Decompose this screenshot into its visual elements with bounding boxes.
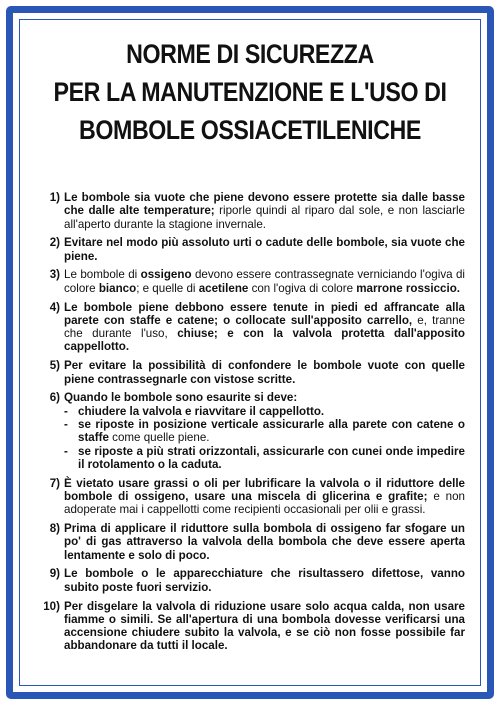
- rule-subitem: [64, 405, 465, 418]
- rule-text: [64, 359, 465, 386]
- rule-text-segment: Per disgelare la valvola di riduzione usare solo acqua calda, non usare fiamme o simili. Se all'apertura di una bombola dovesse verificarsi una accensione chiudere subito la valvola, e se ciò non fosse possibile far abbandonare da tutti il locale.: [64, 599, 465, 653]
- rule-item: [38, 359, 465, 386]
- rule-text: [64, 236, 465, 263]
- rule-text-segment: se riposte a più strati orizzontali, assicurarle con cunei onde impedire il rotolamento o la caduta.: [78, 444, 465, 471]
- sign-title: [46, 35, 454, 149]
- rule-text: [64, 477, 465, 517]
- rule-number: 7): [49, 476, 60, 490]
- rule-item: [38, 477, 465, 517]
- rule-text-segment: ossigeno: [140, 268, 192, 282]
- rule-text-segment: Le bombole piene debbono essere tenute in piedi ed affrancate alla parete con staffe e catene; o collocate sull'apposito carrello,: [64, 300, 465, 327]
- rule-text-segment: Prima di applicare il riduttore sulla bombola di ossigeno far sfogare un po' di gas attraverso la valvola della bombola che deve essere aperta lentamente e solo di poco.: [64, 522, 465, 562]
- rule-text-segment: Evitare nel modo più assoluto urti o cadute delle bombole, sia vuote che piene.: [64, 236, 465, 263]
- rule-text-segment: marrone rossiccio.: [356, 281, 460, 295]
- rule-text: [64, 567, 465, 594]
- rule-item: [38, 567, 465, 594]
- rule-text-segment: Quando le bombole sono esaurite si deve:: [64, 391, 298, 405]
- rule-text-segment: e non adoperate mai i cappellotti come recipienti occasionali per olii e grassi.: [64, 489, 466, 517]
- title-line-3: BOMBOLE OSSIACETILENICHE: [79, 115, 421, 145]
- rule-text-segment: Le bombole sia vuote che piene devono essere protette sia dalle basse che dalle alte temperature;: [64, 191, 465, 218]
- rule-text: [64, 600, 465, 653]
- rule-item: [38, 391, 465, 471]
- rule-subitem: [64, 445, 465, 472]
- rule-number: 3): [49, 268, 60, 282]
- rule-text-segment: chiudere la valvola e riavvitare il cappellotto.: [78, 404, 325, 418]
- rule-text-segment: bianco: [98, 281, 137, 295]
- rule-text: [64, 191, 465, 231]
- rule-subitem: [64, 418, 465, 445]
- rule-text: [64, 522, 465, 562]
- rules-list: [38, 191, 465, 658]
- rule-number: 10): [43, 599, 60, 613]
- rule-item: [38, 522, 465, 562]
- dash-bullet: -: [64, 417, 68, 431]
- rule-text-segment: come quelle piene.: [108, 431, 210, 445]
- rule-text-segment: Le bombole o le apparecchiature che risultassero difettose, vanno subito poste fuori servizio.: [64, 567, 465, 594]
- rule-text-segment: acetilene: [198, 281, 249, 295]
- rule-number: 9): [49, 567, 60, 581]
- rule-item: [38, 268, 465, 295]
- rule-item: [38, 236, 465, 263]
- rule-number: 4): [49, 300, 60, 314]
- rule-text-segment: Per evitare la possibilità di confondere le bombole vuote con quelle piene contrassegnarle con vistose scritte.: [64, 359, 465, 386]
- rule-text-segment: e, tranne che durante l'uso,: [64, 313, 465, 341]
- rule-text-segment: È vietato usare grassi o oli per lubrificare la valvola o il riduttore delle bombole di ossigeno, usare una miscela di glicerina e grafite;: [64, 476, 465, 503]
- rule-text-segment: chiuse; e con la valvola protetta dall'apposito cappellotto.: [64, 327, 465, 354]
- rule-number: 6): [49, 391, 60, 405]
- rule-item: [38, 301, 465, 354]
- rule-text-segment: con l'ogiva di colore: [248, 281, 357, 295]
- rule-text-segment: riporle quindi al riparo dal sole, e non lasciarle all'aperto durante la stagione invernale.: [64, 204, 465, 231]
- rule-text-segment: Le bombole di: [64, 268, 141, 282]
- rule-text-segment: ; e quelle di: [136, 281, 199, 295]
- rule-number: 1): [49, 191, 60, 204]
- dash-bullet: -: [64, 444, 68, 458]
- title-line-1: NORME DI SICUREZZA: [126, 39, 374, 69]
- rule-number: 5): [49, 359, 60, 373]
- rule-text-segment: devono essere contrassegnate verniciando l'ogiva di colore: [64, 268, 466, 295]
- title-line-2: PER LA MANUTENZIONE E L'USO DI: [53, 77, 447, 107]
- safety-sign: [6, 6, 494, 699]
- rule-number: 8): [49, 522, 60, 536]
- rule-text-segment: se riposte in posizione verticale assicurarle alla parete con catene o staffe: [78, 417, 465, 445]
- dash-bullet: -: [64, 404, 68, 418]
- rule-item: [38, 191, 465, 231]
- rule-item: [38, 600, 465, 653]
- rule-text: [64, 268, 465, 295]
- rule-text: [64, 391, 465, 404]
- rule-number: 2): [49, 236, 60, 250]
- rule-text: [64, 301, 465, 354]
